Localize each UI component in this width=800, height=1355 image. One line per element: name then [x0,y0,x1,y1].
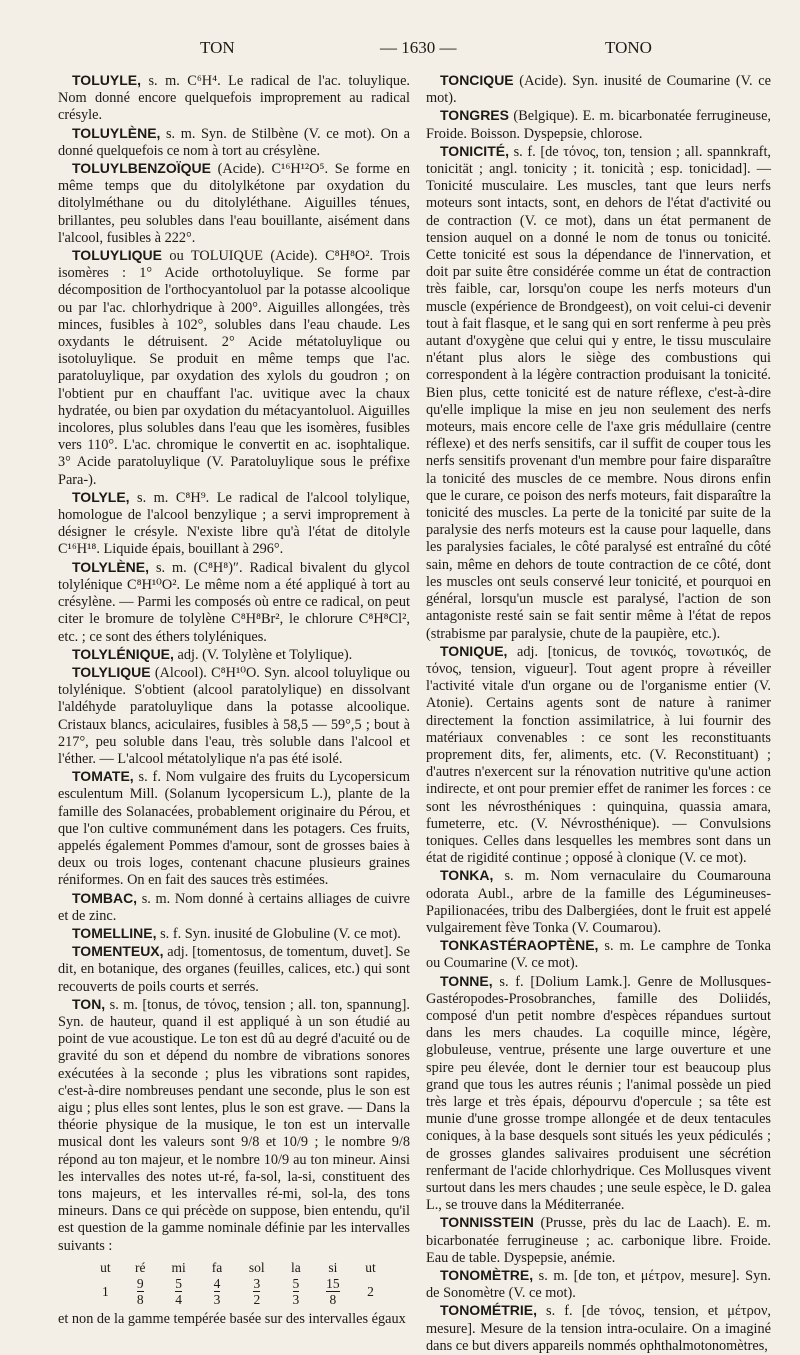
headword: TONICITÉ, [440,142,509,159]
entry-text: s. m. (C⁸H⁸)″. Radical bivalent du glycol tolylénique C⁸H¹⁰O². Le même nom a été appliqué à tort au crésylène. — Parmi les composés où entre ce radical, on peut citer le bromure de tolylène C⁸H⁸Br², le chlorure C⁸H⁸Cl², etc. ; ce sont des éthers tolyléniques. [58,559,410,645]
dictionary-entry [58,559,410,646]
interval-fraction [200,1276,235,1307]
entry-text: (Alcool). C⁸H¹⁰O. Syn. alcool toluylique ou tolylénique. S'obtient (alcool paratolylique) en dissolvant l'aldéhyde paratoluylique dans la potasse alcoolique. Cristaux blancs, aciculaires, fusibles à 58,5 — 59°,5 ; bout à 217°, peu soluble dans l'eau, très soluble dans l'alcool et l'éther. — L'alcool métatolylique n'a pas été isolé. [58,664,410,767]
note-name: fa [211,1259,223,1275]
headword: TOMBAC, [72,889,138,906]
entry-text: s. f. [de τόνος, ton, tension ; all. spannkraft, tonicität ; angl. tonicity ; it. tonicità ; esp. tonicidad]. — Tonicité musculaire. Les muscles, tant que leurs nerfs moteurs sont intacts, sont, en dehors de l'état d'activité ou de contraction (V. ce mot), dans un état permanent de tension auquel on a donné le nom de tonus ou tonicité. Cette tonicité est sous la dépendance de l'innervation, et doit par suite être considérée comme un état de contraction très faible, car, lorsqu'on coupe les nerfs moteurs d'un muscle (expérience de Brondgeest), on voit celui-ci devenir tout à fait flasque, et le sang qui en sort renferme à peu près autant d'oxygène que celui qui y entre, le tissu musculaire n'étant plus alors le siège des combustions qui correspondent à la légère contraction produisant la tonicité. Bien plus, cette tonicité est de nature réflexe, c'est-à-dire qu'elle implique la mise en jeu non seulement des nerfs moteurs, mais encore celle de l'axe gris médullaire (centre réflexe) et des nerfs sensitifs, car il suffit de couper tous les nerfs sensitifs provenant d'un membre pour faire disparaître la tonicité des muscles de ce membre. Nous dirons enfin que le curare, ce poison des nerfs moteurs, fait disparaître la tonicité des muscles. La perte de la tonicité par suite de la paralysie des nerfs moteurs est la cause pour laquelle, dans les paralysies faciales, le côté paralysé est entraîné du côté sain, même en dehors de toute contraction de ce côté, dont les muscles ont seuls conservé leur tonicité, et pourquoi en général, lorsqu'un muscle est paralysé, l'action de son antagoniste resté sain se fait sentir même à l'état de repos (strabisme par paralysie, chute de la paupière, etc.). [426,143,771,642]
entry-text: (Prusse, près du lac de Laach). E. m. bicarbonatée ferrugineuse ; ac. carbonique libre. Froide. Eau de table. Dyspepsie, anémie. [426,1215,771,1266]
running-head-left: TON [200,38,235,57]
numerator: 5 [292,1276,300,1292]
entry-text: s. m. Le camphre de Tonka ou Coumarine (V. ce mot). [426,938,771,972]
dictionary-entry [58,890,410,925]
headword: TONNISSTEIN [440,1214,534,1231]
dictionary-entry [426,937,771,972]
dictionary-entry [426,107,771,142]
numerator: 3 [253,1276,261,1292]
numerator: 5 [175,1276,183,1292]
dictionary-entry [426,1302,771,1355]
dictionary-entry [58,72,410,125]
headword: TOLUYLÈNE, [72,124,161,141]
note-name: sol [248,1259,265,1275]
dictionary-entry [58,489,410,559]
entry-text: s. f. [Dolium Lamk.]. Genre de Mollusques-Gastéropodes-Prosobranches, famille des Doliidés, composé d'un petit nombre d'espèces répandues surtout dans les mers chaudes. La coquille mince, légère, globuleuse, ventrue, présente une large ouverture et une spire peu élevée, dont le dernier tour est beaucoup plus grand que tous les autres réunis ; l'animal possède un pied très large et très épais, dépourvu d'opercule ; sa tête est munie d'une grosse trompe allongée et de deux tentacules coniques, à la base desquels sont situés les yeux pédiculés ; de grosses glandes salivaires produisent une sécrétion renfermant de l'acide chlorhydrique. Ces Mollusques vivent surtout dans les mers chaudes ; une seule espèce, le D. galea L., se trouve dans la Méditerranée. [426,973,771,1214]
dictionary-entry [58,646,410,664]
page-number: — 1630 — [380,38,457,57]
dictionary-entry [426,1267,771,1302]
dictionary-entry [58,768,410,889]
entry-continuation: et non de la gamme tempérée basée sur des intervalles égaux [58,1311,406,1328]
numerator: 9 [136,1276,144,1292]
note-name: ut [365,1259,376,1275]
entry-text: ou TOLUIQUE (Acide). C⁸H⁸O². Trois isomères : 1° Acide orthotoluylique. Se forme par décomposition de l'orthocyantoluol par la potasse alcoolique ou par l'ac. chlorhydrique à 200°. Aiguilles allongées, très minces, fusibles à 102°, solubles dans l'eau chaude. Les oxydants le détruisent. 2° Acide métatoluylique ou isotoluylique. Se produit en même temps que l'ac. paratoluylique, par oxydation des xylols du goudron ; on l'obtient pur en chauffant l'ac. uvitique avec la chaux hydratée, ou bien par oxydation du métacyantoluol. Aiguilles incolores, plus solubles dans l'eau que les isomères, fusibles vers 110°. L'ac. chromique le convertit en ac. isophtalique. 3° Acide paratoluylique (V. Paratoluylique sous le préfixe Para-). [58,248,410,488]
headword: TOMENTEUX, [72,943,164,960]
headword: TOLYLÉNIQUE, [72,645,174,662]
interval-value: 2 [367,1283,374,1299]
denominator: 8 [329,1292,337,1308]
denominator: 3 [292,1292,300,1308]
dictionary-entry [426,72,771,107]
dictionary-entry [426,143,771,643]
entry-text: s. m. C⁶H⁴. Le radical de l'ac. toluylique. Nom donné encore quelquefois improprement au radical crésyle. [58,73,410,124]
interval-values-row [88,1276,388,1307]
headword: TONOMÉTRIE, [440,1302,537,1319]
entry-text: adj. [tonicus, de τονικός, τονωτικός, de τόνος, tension, vigueur]. Tout agent propre à réveiller l'activité vitale d'un organe ou de l'organisme entier (V. Atonie). Certains agents sont de nature à ranimer directement la fonction assimilatrice, à lui fournir des matériaux convenables : ce sont les reconstituants proprement dits, fer, aliments, etc. (V. Reconstituant) ; d'autres n'exercent sur la rénovation nutritive qu'une action indirecte, et ont pour premier effet de ranimer les forces : ce sont les névrosthéniques : quinquina, quassia amara, fumeterre, etc. (V. Névrosthénique). — Convulsions toniques. Celles dans lesquelles les membres sont dans un état de rigidité continue ; opposé à clonique (V. ce mot). [426,643,771,867]
interval-fraction [123,1276,158,1307]
gamut-intervals-table [88,1259,388,1307]
denominator: 2 [253,1292,261,1308]
dictionary-entry [58,664,410,768]
headword: TOMATE, [72,768,134,785]
interval-fraction [313,1276,353,1307]
denominator: 3 [213,1292,221,1308]
headword: TONNE, [440,972,493,989]
headword: TOLUYLE, [72,72,141,88]
dictionary-entry [58,125,410,160]
dictionary-entry [58,247,410,489]
entry-text: adj. [tomentosus, de tomentum, duvet]. Se dit, en botanique, des organes (feuilles, calices, etc.) qui sont recouverts de poils courts et serrés. [58,944,410,995]
headword: TONKASTÉRAOPTÈNE, [440,937,599,954]
headword: TONCIQUE [440,72,514,88]
dictionary-entry [426,643,771,868]
headword: TONOMÈTRE, [440,1267,534,1284]
dictionary-entry [426,973,771,1215]
entry-text: (Acide). C¹⁶H¹²O⁵. Se forme en même temps que du ditolylkétone par oxydation du ditolylméthane ou du ditolyléthane. Aiguilles ténues, brillantes, peu solubles dans l'eau bouillante, aisément dans l'alcool, fusibles à 222°. [58,161,410,246]
entry-text: (Belgique). E. m. bicarbonatée ferrugineuse, Froide. Boisson. Dyspepsie, chlorose. [426,108,771,142]
dictionary-entry [58,160,410,247]
note-name: ut [100,1259,111,1275]
dictionary-entry [426,1214,771,1267]
headword: TOLYLÈNE, [72,558,150,575]
headword: TONGRES [440,107,509,124]
note-names-row [88,1259,388,1276]
headword: TONIQUE, [440,642,508,659]
entry-text: s. f. Syn. inusité de Globuline (V. ce mot). [156,925,401,942]
numerator: 15 [326,1276,340,1292]
interval-fraction [279,1276,312,1307]
denominator: 4 [175,1292,183,1308]
interval-fraction [158,1276,200,1307]
denominator: 8 [136,1292,144,1308]
dictionary-entry [58,996,410,1255]
right-column [426,72,771,1355]
headword: TONKA, [440,867,494,884]
interval-value: 1 [102,1283,109,1299]
entry-text: s. m. Nom vernaculaire du Coumarouna odorata Aubl., arbre de la famille des Légumineuses-Papilionacées, tribu des Dalbergiées, dont le fruit est appelé vulgairement fève Tonka (V. Coumarou). [426,868,771,936]
entry-text: s. f. Nom vulgaire des fruits du Lycopersicum esculentum Mill. (Solanum lycopersicum L.), plante de la famille des Solanacées, probablement originaire du Pérou, et que l'on cultive communément dans les potagers. Ces fruits, appelés également Pommes d'amour, sont de grosses baies à deux ou trois loges, contenant chacune plusieurs graines réniformes. On en fait des sauces très estimées. [58,769,410,889]
note-name: si [328,1259,338,1275]
note-name: la [291,1259,301,1275]
dictionary-entry [426,867,771,937]
entry-text: s. f. [de τόνος, tension, et μέτρον, mesure]. Mesure de la tension intra-oculaire. On a imaginé dans ce but divers appareils nommés ophthalmotonomètres, [426,1303,771,1354]
page-header [60,38,770,68]
running-head-right: TONO [605,38,652,57]
entry-text: s. m. Syn. de Stilbène (V. ce mot). On a donné quelquefois ce nom à tort au crésylène. [58,125,410,159]
entry-text: adj. (V. Tolylène et Tolylique). [173,646,353,663]
headword: TOLYLE, [72,488,130,505]
numerator: 4 [213,1276,221,1292]
interval-fraction [234,1276,279,1307]
left-column [58,72,410,1328]
note-name: mi [171,1259,186,1275]
dictionary-entry [58,925,410,943]
entry-text: s. m. [tonus, de τόνος, tension ; all. ton, spannung]. Syn. de hauteur, quand il est appliqué à un son étudié au point de vue acoustique. Le ton est dû au degré d'acuité ou de gravité du son et dépend du nombre de vibrations sonores exécutées à la seconde ; plus les vibrations sont rapides, c'est-à-dire nombreuses pendant une seconde, plus le son est aigu ; plus elles sont lentes, plus le son est grave. — Dans la théorie physique de la musique, le ton est un intervalle musical dont les valeurs sont 9/8 et 10/9 ; le nombre 9/8 répond au ton majeur, et le nombre 10/9 au ton mineur. Ainsi les intervalles des notes ut-ré, fa-sol, la-si, constituent des tons majeurs, et les intervalles ré-mi, sol-la, des tons mineurs. Dans ce qui précède on suppose, bien entendu, qu'il est question de la gamme nominale définie par les intervalles suivants : [58,996,410,1254]
headword: TOMELLINE, [72,924,157,941]
entry-text: s. m. Nom donné à certains alliages de cuivre et de zinc. [58,890,410,924]
headword: TOLUYLBENZOÏQUE [72,160,211,177]
headword: TOLYLIQUE [72,663,151,680]
entry-text: s. m. [de ton, et μέτρον, mesure]. Syn. de Sonomètre (V. ce mot). [426,1268,771,1302]
entry-text: s. m. C⁸H⁹. Le radical de l'alcool tolylique, homologue de l'alcool benzylique ; a servi improprement à désigner le crésyle. N'existe libre qu'à l'état de ditolyle C¹⁶H¹⁸. Liquide épais, bouillant à 296°. [58,489,410,558]
dictionary-entry [58,943,410,996]
entry-text: (Acide). Syn. inusité de Coumarine (V. ce mot). [426,73,771,107]
headword: TOLUYLIQUE [72,247,162,264]
note-name: ré [135,1259,146,1275]
headword: TON, [72,995,106,1012]
